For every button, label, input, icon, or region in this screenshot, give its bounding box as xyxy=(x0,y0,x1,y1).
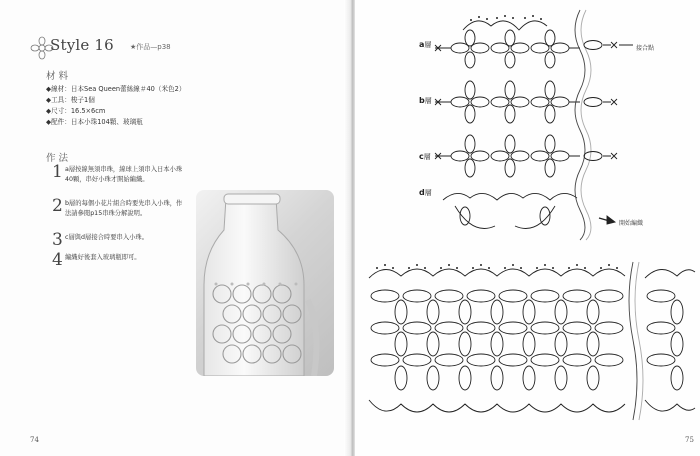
row-label-b: b層 xyxy=(419,96,432,105)
step-item xyxy=(52,198,192,232)
upper-diagram xyxy=(435,10,633,240)
tatting-diagram xyxy=(355,0,700,456)
step-item xyxy=(52,164,192,198)
step-number: 4 xyxy=(52,250,63,270)
step-text: a層按線無須串珠，線球上須串入日本小珠40顆，串好小珠才開始編織。 xyxy=(65,166,183,183)
step-number: 2 xyxy=(52,196,63,216)
title-row xyxy=(30,34,330,62)
step-text: c層與d層接合時要串入小珠。 xyxy=(65,234,149,241)
material-item: ◆尺寸：16.5×6cm xyxy=(46,107,106,115)
step-number: 1 xyxy=(52,162,63,182)
step-text: b層的每個小花片組合時要先串入小珠，作法請參閱p15串珠分解說明。 xyxy=(65,200,183,217)
step-text: 編織好後套入玻璃瓶即可。 xyxy=(65,254,141,261)
step-number: 3 xyxy=(52,230,63,250)
motif-grid xyxy=(371,290,623,390)
row-label-d: d層 xyxy=(419,188,432,197)
row-label-a: a層 xyxy=(419,40,432,49)
steps-list xyxy=(52,164,192,272)
method-heading: 作法 xyxy=(46,153,72,164)
material-item: ◆線材：日本Sea Queen蕾絲線＃40（米色2） xyxy=(46,85,186,93)
style-title: Style 16 xyxy=(50,36,114,54)
page-number-left: 74 xyxy=(30,436,39,444)
bottle-illustration xyxy=(196,190,334,376)
step-item xyxy=(52,252,192,272)
page-number-right: 75 xyxy=(685,436,694,444)
product-photo xyxy=(196,190,334,376)
legend-join-point: 接合點 xyxy=(636,45,655,52)
right-page xyxy=(355,0,700,456)
legend-start: 開始編織 xyxy=(619,220,644,227)
materials-heading: 材料 xyxy=(46,71,72,82)
row-label-c: c層 xyxy=(419,152,431,161)
motif-column xyxy=(451,30,489,177)
material-item: ◆配件：日本小珠104顆、玻璃瓶 xyxy=(46,118,143,126)
lower-diagram xyxy=(369,262,695,420)
motif-column xyxy=(491,30,529,177)
work-reference: ★作品—p38 xyxy=(130,43,171,51)
motif-column xyxy=(531,30,569,177)
step-item xyxy=(52,232,192,252)
material-item: ◆工具：梭子1個 xyxy=(46,96,95,104)
materials-list xyxy=(46,84,326,128)
